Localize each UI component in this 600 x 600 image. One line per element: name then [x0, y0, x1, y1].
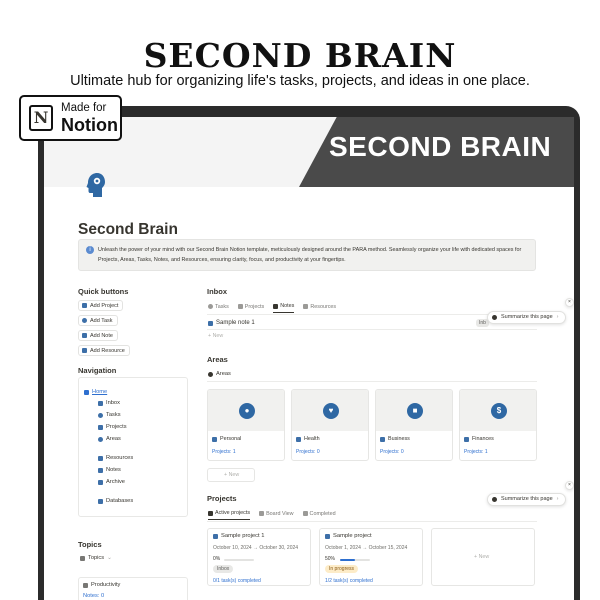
navigation-heading: Navigation	[78, 366, 117, 375]
check-circle-icon	[208, 304, 213, 309]
intro-callout	[78, 239, 536, 271]
topic-title: Productivity	[83, 582, 120, 588]
archive-icon	[303, 511, 308, 516]
archive-icon	[98, 480, 103, 485]
chevron-right-icon: ›	[556, 496, 559, 502]
area-name: Health	[296, 436, 320, 442]
quick-buttons-heading: Quick buttons	[78, 287, 129, 296]
folder-icon	[325, 534, 330, 539]
check-circle-icon	[82, 318, 87, 323]
project-status-badge: In progress	[325, 565, 358, 573]
person-icon	[212, 437, 217, 442]
add-note-button[interactable]: Add Note	[78, 330, 118, 341]
project-card[interactable]	[207, 528, 311, 586]
nav-item-areas[interactable]: Areas	[98, 436, 121, 442]
projects-heading: Projects	[207, 494, 237, 503]
area-card-personal[interactable]	[207, 389, 285, 461]
tag-icon	[83, 583, 88, 588]
cover-banner	[44, 117, 574, 187]
project-tasks-completed: 1/2 task(s) completed	[325, 578, 373, 584]
projects-new-label: + New	[474, 554, 490, 560]
notion-logo-icon: N	[29, 105, 53, 131]
project-progress-label: 0%	[213, 556, 221, 562]
heartbeat-icon	[296, 437, 301, 442]
areas-heading: Areas	[207, 355, 228, 364]
close-icon: ×	[568, 299, 571, 305]
topic-notes-count: Notes: 0	[83, 593, 105, 599]
projects-new-card[interactable]	[431, 528, 535, 586]
inbox-icon	[98, 401, 103, 406]
area-cover	[460, 390, 537, 431]
check-circle-icon	[98, 413, 103, 418]
project-progress-bar	[340, 559, 370, 561]
project-title: Sample project	[325, 533, 372, 539]
projects-divider	[207, 521, 537, 522]
areas-new-card[interactable]	[207, 468, 255, 482]
areas-icon	[208, 372, 213, 377]
area-projects-count: Projects: 1	[212, 449, 236, 455]
area-cover	[208, 390, 285, 431]
badge-line1: Made for	[61, 102, 107, 114]
area-name: Finances	[464, 436, 494, 442]
tag-icon	[80, 556, 85, 561]
area-projects-count: Projects: 1	[464, 449, 488, 455]
heartbeat-icon: ♥	[323, 403, 339, 419]
project-title: Sample project 1	[213, 533, 265, 539]
folder-icon	[82, 303, 87, 308]
tab-resources[interactable]: Resources	[303, 303, 336, 313]
nav-item-archive[interactable]: Archive	[98, 479, 125, 485]
area-name: Personal	[212, 436, 241, 442]
chevron-down-icon: ⌄	[107, 555, 112, 561]
area-card-business[interactable]	[375, 389, 453, 461]
folder-icon	[238, 304, 243, 309]
project-progress-fill	[340, 559, 355, 561]
area-name: Business	[380, 436, 410, 442]
note-icon	[208, 321, 213, 326]
area-projects-count: Projects: 0	[296, 449, 320, 455]
project-progress-bar	[224, 559, 254, 561]
tab-notes[interactable]: Notes	[273, 303, 294, 313]
hero-subtitle: Ultimate hub for organizing life's tasks, projects, and ideas in one place.	[70, 73, 530, 89]
page-title: Second Brain	[78, 221, 178, 238]
board-icon	[259, 511, 264, 516]
tab-tasks[interactable]: Tasks	[208, 303, 229, 313]
inbox-note-row[interactable]: Sample note 1	[208, 320, 255, 326]
navigation-panel	[78, 377, 188, 517]
project-card[interactable]	[319, 528, 423, 586]
nav-item-resources[interactable]: Resources	[98, 455, 133, 461]
areas-new-label: + New	[224, 472, 240, 478]
inbox-chip: Inb	[476, 319, 489, 327]
made-for-notion-badge	[19, 95, 122, 141]
nav-item-inbox[interactable]: Inbox	[98, 400, 120, 406]
folder-icon	[208, 511, 213, 516]
chevron-right-icon: ›	[556, 314, 559, 320]
info-icon: i	[86, 246, 94, 254]
summarize-button-top[interactable]: Summarize this page ›	[487, 311, 566, 324]
callout-text: Unleash the power of your mind with our Second Brain Notion template, meticulously designed around the PARA method. Seamlessly organize your life with dedicated spaces for Projects, Areas, Tasks, Notes, and Resources, ensuring clarity, focus, and productivity at your fingertips.	[98, 247, 522, 263]
ai-icon	[492, 315, 497, 320]
areas-divider	[207, 381, 537, 382]
inbox-heading: Inbox	[207, 287, 227, 296]
home-icon	[84, 390, 89, 395]
inbox-tabs	[208, 303, 336, 313]
project-status-badge: Inbox	[213, 565, 233, 573]
plus-icon: +	[224, 472, 229, 478]
ai-icon	[492, 497, 497, 502]
folder-icon	[98, 425, 103, 430]
project-progress-label: 50%	[325, 556, 336, 562]
summarize-button-bottom[interactable]: Summarize this page ›	[487, 493, 566, 506]
topic-card[interactable]	[78, 577, 188, 600]
plus-icon: +	[208, 333, 213, 339]
topics-heading: Topics	[78, 540, 102, 549]
bookmark-icon	[82, 348, 87, 353]
briefcase-icon: ■	[407, 403, 423, 419]
add-project-button[interactable]: Add Project	[78, 300, 123, 311]
areas-view-tab[interactable]: Areas	[208, 371, 231, 377]
project-tasks-completed: 0/1 task(s) completed	[213, 578, 261, 584]
nav-item-home[interactable]: Home	[84, 389, 107, 395]
badge-line2: Notion	[61, 115, 118, 135]
notion-screen	[44, 117, 574, 600]
projects-tabs	[208, 510, 336, 520]
tab-active-projects[interactable]: Active projects	[208, 510, 250, 520]
note-icon	[98, 468, 103, 473]
tab-projects[interactable]: Projects	[238, 303, 264, 313]
hero-title: SECOND BRAIN	[143, 36, 457, 75]
plus-icon: +	[474, 554, 479, 560]
topics-view-dropdown[interactable]: Topics ⌄	[80, 555, 112, 561]
inbox-new-button[interactable]: + New	[208, 333, 224, 339]
dollar-icon: $	[491, 403, 507, 419]
area-cover	[292, 390, 369, 431]
note-icon	[273, 304, 278, 309]
database-icon	[98, 499, 103, 504]
cover-banner-title: SECOND BRAIN	[329, 131, 552, 162]
area-projects-count: Projects: 0	[380, 449, 404, 455]
close-summarize-top[interactable]	[565, 298, 574, 307]
tab-board-view[interactable]: Board View	[259, 510, 293, 520]
area-cover	[376, 390, 453, 431]
dollar-icon	[464, 437, 469, 442]
inbox-row-divider	[207, 329, 537, 330]
add-task-button[interactable]: Add Task	[78, 315, 118, 326]
person-icon: ●	[239, 403, 255, 419]
add-resource-button[interactable]: Add Resource	[78, 345, 130, 356]
area-card-finances[interactable]	[459, 389, 537, 461]
close-summarize-bottom[interactable]	[565, 481, 574, 490]
project-dates: October 1, 2024 → October 15, 2024	[325, 545, 408, 551]
folder-icon	[213, 534, 218, 539]
head-brain-icon	[84, 172, 106, 198]
nav-item-tasks[interactable]: Tasks	[98, 412, 121, 418]
bookmark-icon	[303, 304, 308, 309]
nav-item-notes[interactable]: Notes	[98, 467, 121, 473]
note-icon	[82, 333, 87, 338]
close-icon: ×	[568, 482, 571, 488]
area-card-health[interactable]	[291, 389, 369, 461]
nav-item-projects[interactable]: Projects	[98, 424, 127, 430]
areas-icon	[98, 437, 103, 442]
project-dates: October 10, 2024 → October 30, 2024	[213, 545, 299, 551]
nav-item-databases[interactable]: Databases	[98, 498, 133, 504]
briefcase-icon	[380, 437, 385, 442]
bookmark-icon	[98, 456, 103, 461]
tab-completed[interactable]: Completed	[303, 510, 336, 520]
